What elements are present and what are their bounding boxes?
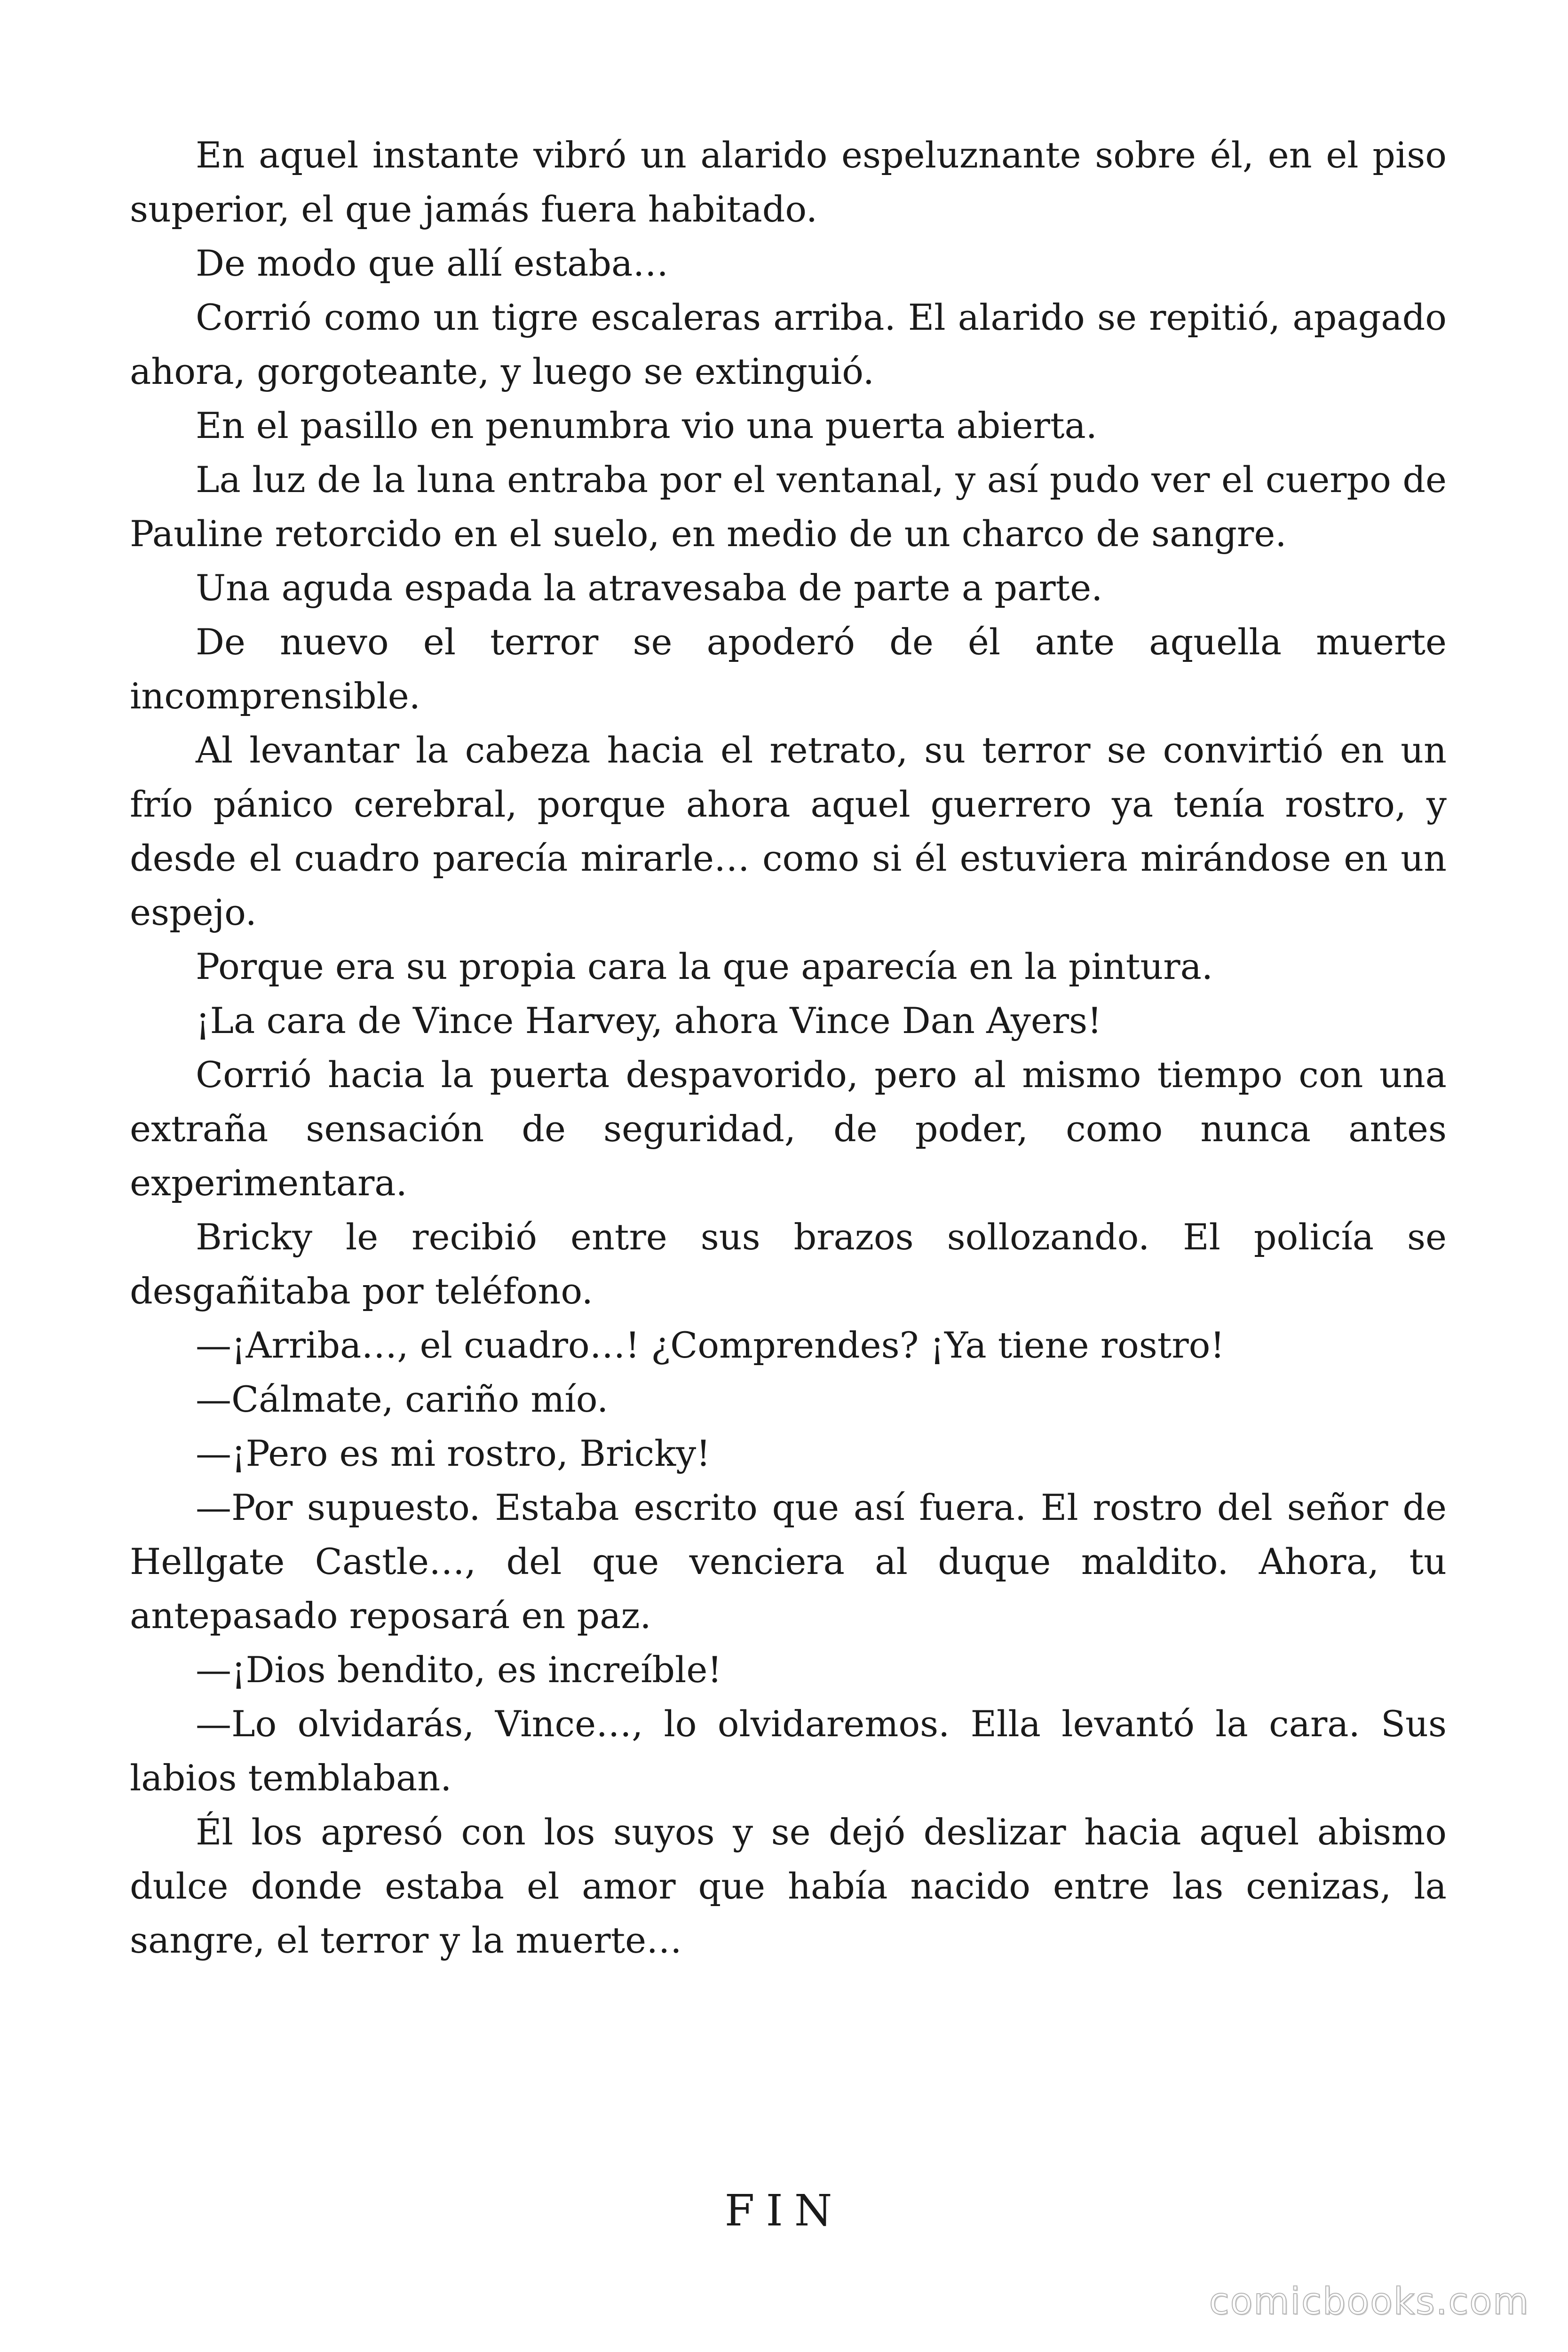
paragraph: ¡La cara de Vince Harvey, ahora Vince Dan Ayers! bbox=[196, 1000, 1102, 1041]
paragraph: Él los apresó con los suyos y se dejó deslizar hacia aquel abismo dulce donde estaba el amor que había nacido entre las cenizas, la sangre, el terror y la muerte… bbox=[130, 1811, 1447, 1961]
paragraph: En el pasillo en penumbra vio una puerta abierta. bbox=[196, 405, 1097, 446]
paragraph: Al levantar la cabeza hacia el retrato, su terror se convirtió en un frío pánico cerebral, porque ahora aquel guerrero ya tenía rostro, y desde el cuadro parecía mirarle… como si él estuviera mirándose en un espejo. bbox=[130, 729, 1447, 933]
paragraph: La luz de la luna entraba por el ventanal, y así pudo ver el cuerpo de Pauline retorcido en el suelo, en medio de un charco de sangre. bbox=[130, 459, 1447, 555]
book-page-text bbox=[130, 128, 1447, 1967]
dialogue-line: —¡Arriba…, el cuadro…! ¿Comprendes? ¡Ya tiene rostro! bbox=[196, 1324, 1225, 1366]
dialogue-line: —Cálmate, cariño mío. bbox=[196, 1378, 609, 1420]
paragraph: Porque era su propia cara la que aparecía en la pintura. bbox=[196, 946, 1213, 987]
paragraph: Una aguda espada la atravesaba de parte a parte. bbox=[196, 567, 1103, 609]
paragraph: Bricky le recibió entre sus brazos sollozando. El policía se desgañitaba por teléfono. bbox=[130, 1216, 1447, 1312]
paragraph: En aquel instante vibró un alarido espeluznante sobre él, en el piso superior, el que jamás fuera habitado. bbox=[130, 134, 1447, 230]
dialogue-line: —¡Dios bendito, es increíble! bbox=[196, 1649, 722, 1691]
paragraph: De nuevo el terror se apoderó de él ante aquella muerte incomprensible. bbox=[130, 621, 1447, 717]
paragraph: De modo que allí estaba… bbox=[196, 242, 669, 284]
dialogue-line: —Por supuesto. Estaba escrito que así fuera. El rostro del señor de Hellgate Castle…, del que venciera al duque maldito. Ahora, tu antepasado reposará en paz. bbox=[130, 1486, 1447, 1637]
dialogue-line: —Lo olvidarás, Vince…, lo olvidaremos. Ella levantó la cara. Sus labios temblaban. bbox=[130, 1703, 1447, 1799]
paragraph: Corrió hacia la puerta despavorido, pero al mismo tiempo con una extraña sensación de seguridad, de poder, como nunca antes experimentara. bbox=[130, 1054, 1447, 1204]
end-title: FIN bbox=[724, 2185, 844, 2236]
watermark: comicbooks.com bbox=[1209, 2280, 1529, 2323]
paragraph: Corrió como un tigre escaleras arriba. El alarido se repitió, apagado ahora, gorgoteante, y luego se extinguió. bbox=[130, 296, 1447, 392]
dialogue-line: —¡Pero es mi rostro, Bricky! bbox=[196, 1432, 711, 1474]
